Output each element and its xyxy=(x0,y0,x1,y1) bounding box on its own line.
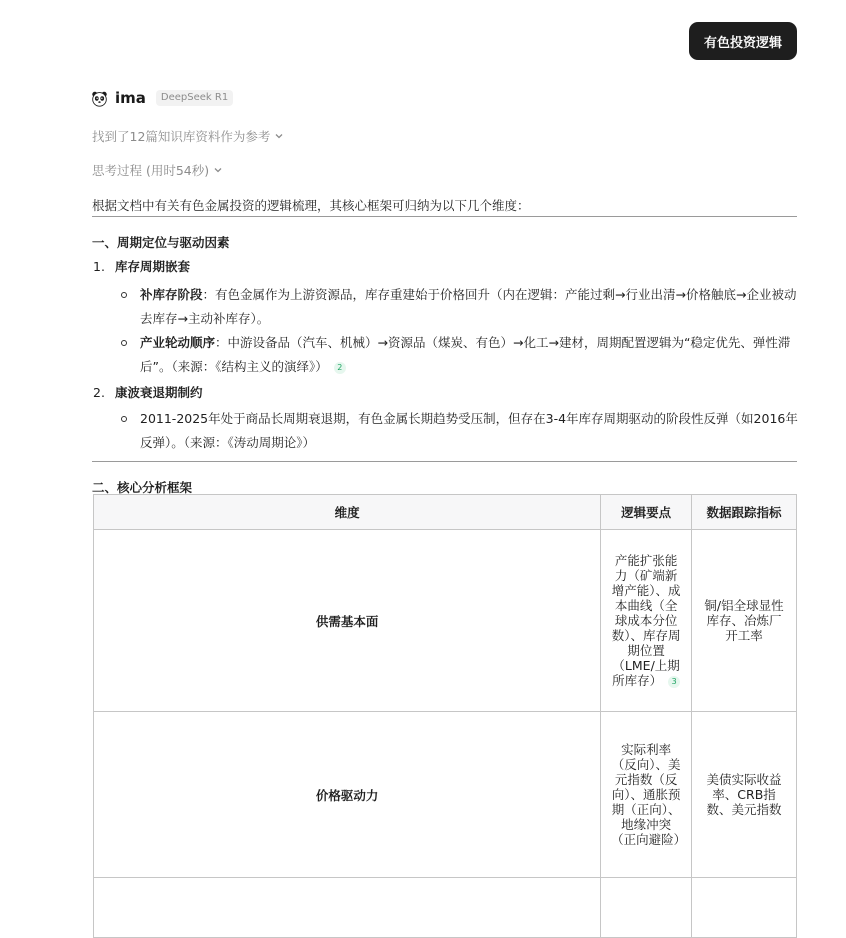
thinking-process-label: 思考过程 (用时54秒) xyxy=(92,163,210,178)
analysis-framework-table xyxy=(93,494,797,938)
dimension-cell xyxy=(94,878,601,938)
assistant-brand-name: ima xyxy=(115,89,146,107)
section-heading: 二、核心分析框架 xyxy=(92,480,193,495)
bullet-text: 2011-2025年处于商品长周期衰退期，有色金属长期趋势受压制，但存在3-4年库存周期驱动的阶段性反弹（如2016年反弹）。（来源：《涛动周期论》） xyxy=(140,411,798,450)
item-title: 库存周期嵌套 xyxy=(115,259,191,274)
answer-intro: 根据文档中有关有色金属投资的逻辑梳理，其核心框架可归纳为以下几个维度： xyxy=(92,198,530,213)
divider xyxy=(92,216,797,217)
citation-badge[interactable]: 3 xyxy=(668,676,680,688)
bullet-item xyxy=(140,331,800,379)
table-header-row xyxy=(94,495,797,530)
bullet-text: ：中游设备品（汽车、机械）→资源品（煤炭、有色）→化工→建材，周期配置逻辑为“稳定优先、弹性滞后”。（来源：《结构主义的演绎》） xyxy=(140,335,791,374)
table-row xyxy=(94,712,797,878)
numbered-item-heading xyxy=(93,383,203,401)
model-badge: DeepSeek R1 xyxy=(156,90,233,106)
logic-cell xyxy=(601,878,692,938)
indicator-cell xyxy=(692,878,797,938)
item-title: 康波衰退期制约 xyxy=(115,385,203,400)
numbered-item-heading xyxy=(93,257,190,275)
references-toggle[interactable] xyxy=(92,127,284,145)
table-row xyxy=(94,530,797,712)
dimension-cell: 价格驱动力 xyxy=(94,712,601,878)
divider xyxy=(92,461,797,462)
table-header-cell: 数据跟踪指标 xyxy=(692,495,797,530)
logic-cell: 实际利率（反向）、美元指数（反向）、通胀预期（正向）、地缘冲突（正向避险） xyxy=(601,712,692,878)
indicator-cell: 美债实际收益率、CRB指数、美元指数 xyxy=(692,712,797,878)
logic-cell xyxy=(601,530,692,712)
user-message-bubble xyxy=(689,22,797,60)
chevron-down-icon xyxy=(213,165,223,175)
section-heading: 一、周期定位与驱动因素 xyxy=(92,235,230,250)
table-row xyxy=(94,878,797,938)
bullet-label: 产业轮动顺序 xyxy=(140,335,216,350)
indicator-cell: 铜/铝全球显性库存、冶炼厂开工率 xyxy=(692,530,797,712)
bullet-item xyxy=(140,407,800,455)
bullet-item xyxy=(140,283,800,331)
citation-badge[interactable]: 2 xyxy=(334,362,346,374)
chevron-down-icon xyxy=(274,131,284,141)
assistant-header xyxy=(91,89,233,107)
user-message-text: 有色投资逻辑 xyxy=(703,35,782,51)
references-toggle-label: 找到了12篇知识库资料作为参考 xyxy=(92,129,271,144)
dimension-cell: 供需基本面 xyxy=(94,530,601,712)
panda-avatar-icon xyxy=(91,90,108,107)
logic-text: 产能扩张能力（矿端新增产能）、成本曲线（全球成本分位数）、库存周期位置（LME/上期所库存） xyxy=(611,553,681,688)
item-number: 1. xyxy=(93,259,105,274)
bullet-text: ：有色金属作为上游资源品，库存重建始于价格回升（内在逻辑：产能过剩→行业出清→价格触底→企业被动去库存→主动补库存）。 xyxy=(140,287,797,326)
bullet-label: 补库存阶段 xyxy=(140,287,203,302)
thinking-process-toggle[interactable] xyxy=(92,161,223,179)
table-header-cell: 维度 xyxy=(94,495,601,530)
table-header-cell: 逻辑要点 xyxy=(601,495,692,530)
item-number: 2. xyxy=(93,385,105,400)
